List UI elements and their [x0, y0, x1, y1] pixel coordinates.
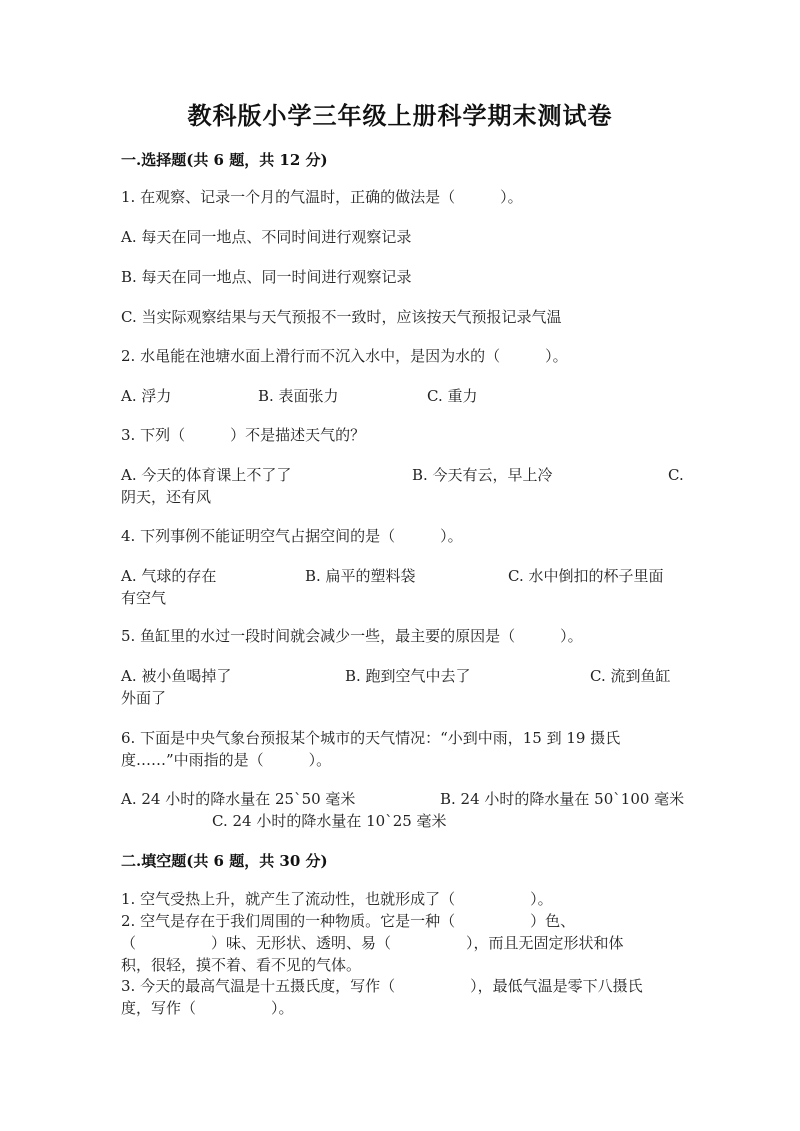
q3-option-b: B. 今天有云，早上冷 [412, 466, 553, 484]
q2-option-a: A. 浮力 [121, 387, 172, 405]
q3-option-a: A. 今天的体育课上不了了 [121, 466, 292, 484]
fill-q2-line2: （ ）味、无形状、透明、易（ ），而且无固定形状和体 [121, 934, 624, 952]
section-heading-choice: 一.选择题(共 6 题，共 12 分) [121, 151, 328, 169]
q6-option-a: A. 24 小时的降水量在 25`50 毫米 [121, 790, 356, 808]
q1-option-b: B. 每天在同一地点、同一时间进行观察记录 [121, 268, 412, 286]
q5-option-c: C. 流到鱼缸 [590, 667, 671, 685]
q5-stem: 5. 鱼缸里的水过一段时间就会减少一些，最主要的原因是（ ）。 [121, 627, 583, 645]
fill-q2-line1: 2. 空气是存在于我们周围的一种物质。它是一种（ ）色、 [121, 912, 576, 930]
q6-option-b: B. 24 小时的降水量在 50`100 毫米 [440, 790, 685, 808]
fill-q1: 1. 空气受热上升，就产生了流动性，也就形成了（ ）。 [121, 890, 553, 908]
fill-q3-line1: 3. 今天的最高气温是十五摄氏度，写作（ ），最低气温是零下八摄氏 [121, 977, 643, 995]
q3-stem: 3. 下列（ ）不是描述天气的？ [121, 426, 366, 444]
q6-stem-line1: 6. 下面是中央气象台预报某个城市的天气情况：“小到中雨，15 到 19 摄氏 [121, 729, 621, 747]
q2-stem: 2. 水黾能在池塘水面上滑行而不沉入水中，是因为水的（ ）。 [121, 347, 568, 365]
fill-q2-line3: 积，很轻，摸不着、看不见的气体。 [121, 956, 362, 974]
q4-option-c: C. 水中倒扣的杯子里面 [508, 567, 664, 585]
section-heading-fill: 二.填空题(共 6 题，共 30 分) [121, 852, 328, 870]
q5-option-a: A. 被小鱼喝掉了 [121, 667, 232, 685]
q2-option-b: B. 表面张力 [258, 387, 339, 405]
q5-option-b: B. 跑到空气中去了 [345, 667, 471, 685]
q3-option-c-label: C. [668, 466, 684, 484]
fill-q3-line2: 度，写作（ ）。 [121, 999, 294, 1017]
q6-stem-line2: 度……”中雨指的是（ ）。 [121, 751, 332, 769]
q4-stem: 4. 下列事例不能证明空气占据空间的是（ ）。 [121, 527, 463, 545]
exam-title: 教科版小学三年级上册科学期末测试卷 [187, 101, 613, 130]
q1-stem: 1. 在观察、记录一个月的气温时，正确的做法是（ ）。 [121, 188, 523, 206]
q4-option-a: A. 气球的存在 [121, 567, 217, 585]
q2-option-c: C. 重力 [427, 387, 478, 405]
q5-option-c-cont: 外面了 [121, 689, 167, 707]
q4-option-b: B. 扁平的塑料袋 [305, 567, 416, 585]
q1-option-c: C. 当实际观察结果与天气预报不一致时，应该按天气预报记录气温 [121, 308, 562, 326]
q4-option-c-cont: 有空气 [121, 589, 167, 607]
q3-option-c-text: 阴天，还有风 [121, 488, 212, 506]
q1-option-a: A. 每天在同一地点、不同时间进行观察记录 [121, 228, 412, 246]
q6-option-c: C. 24 小时的降水量在 10`25 毫米 [212, 812, 447, 830]
